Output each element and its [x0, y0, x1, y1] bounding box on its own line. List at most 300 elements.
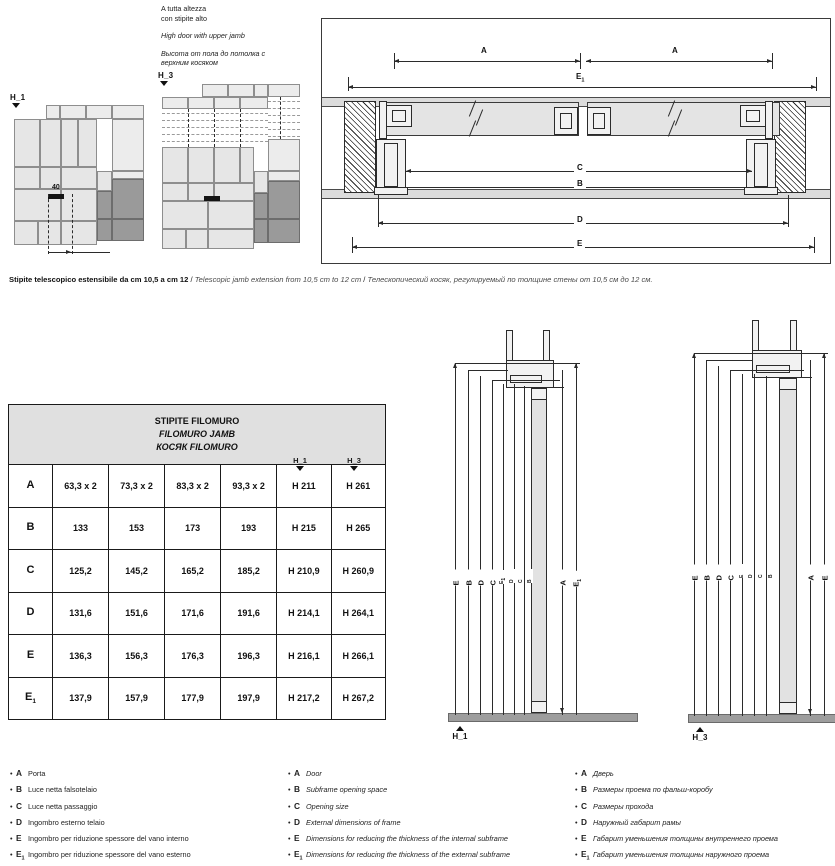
top-note-it-line2: con stipite alto: [161, 13, 207, 23]
dimension-arrow-icon: [66, 250, 71, 254]
dimension-leader: [455, 363, 580, 364]
legend-key-letter: D: [581, 816, 587, 827]
legend-item: [288, 801, 578, 817]
wall-brick: [14, 167, 40, 189]
wall-dashed-row: [162, 127, 268, 128]
vdim-label-c: C: [489, 570, 498, 586]
dimension-extension-line: [524, 386, 525, 715]
vdim-label-c: C: [727, 565, 736, 581]
top-note-italian: [161, 4, 311, 23]
wall-dashed-row: [162, 134, 268, 135]
wall-brick: [214, 97, 240, 109]
vertical-section-h1: [448, 330, 638, 740]
vertical-section-h3-footer: [688, 727, 712, 742]
dimension-extension-line: [814, 237, 815, 253]
wall-brick: [14, 221, 38, 245]
legend-bullet-icon: •: [10, 769, 13, 778]
jamb-profile-right-upper: [765, 101, 773, 139]
center-profile-left-inner: [560, 113, 572, 129]
dimension-extension-line: [706, 360, 707, 716]
door-bottom-rail: [531, 701, 547, 713]
door-leaf: [531, 388, 547, 713]
vdim-label-small-d: D: [748, 564, 754, 578]
legend-desc: Габарит уменьшения толщины внутреннего проема: [593, 834, 778, 843]
wall-dashed-row: [268, 136, 300, 137]
dimension-extension-line: [503, 384, 504, 715]
legend-key: [16, 801, 28, 817]
wall-brick: [254, 84, 268, 97]
wall-dashed-row: [162, 113, 268, 114]
legend-bullet-icon: •: [10, 785, 13, 795]
table-cell: 131,6: [53, 592, 109, 635]
vdim-label-a: A: [807, 565, 816, 581]
floor-slab: [448, 713, 638, 722]
table-cell: 93,3 x 2: [221, 465, 277, 508]
floor-slab: [688, 714, 835, 723]
dimension-arrow-icon: [822, 353, 826, 358]
legend-russian: [575, 768, 835, 866]
wall-brick: [214, 147, 240, 183]
legend-key-letter: E: [16, 849, 22, 860]
dimension-leader: [506, 387, 564, 388]
legend-english: [288, 768, 578, 866]
row-key-letter: D: [26, 606, 35, 619]
legend-bullet-icon: •: [288, 769, 291, 778]
legend-item: [575, 817, 835, 833]
h3-marker-label: H_3: [158, 71, 174, 80]
ceiling-stub-left: [506, 330, 513, 362]
dimension-extension-line: [580, 53, 581, 69]
table-row: [9, 465, 386, 508]
legend-key: [581, 768, 593, 784]
legend-key-letter: E: [294, 833, 300, 843]
dimension-extension-line: [718, 366, 719, 716]
caption-sep-1: /: [188, 275, 195, 284]
legend-bullet-icon: •: [575, 801, 578, 811]
legend-desc: External dimensions of frame: [306, 817, 401, 827]
caption-english: Telescopic jamb extension from 10,5 cm to 12 cm: [194, 275, 362, 284]
wall-brick: [188, 97, 214, 109]
table-col-marker-h3: [337, 456, 371, 471]
legend-key-sub: 1: [299, 855, 303, 862]
table-cell: H 264,1: [331, 592, 385, 635]
legend-item: [288, 833, 578, 849]
legend-item: [288, 768, 578, 784]
row-key: [9, 465, 53, 508]
row-key: [9, 592, 53, 635]
legend-item: [288, 784, 578, 800]
dimension-arrow-icon: [574, 363, 578, 368]
table-cell: H 266,1: [331, 635, 385, 678]
vdim-label-b: B: [703, 565, 712, 581]
dimension-extension-line: [810, 360, 811, 716]
legend-bullet-icon: •: [10, 850, 13, 860]
legend-key: [581, 849, 593, 865]
table-col-marker-h1-arrow-icon: [296, 466, 304, 471]
legend-item: [10, 768, 290, 784]
vdim-label-e1-text: E: [571, 581, 581, 587]
top-notes: [161, 4, 311, 68]
wall-hatch-left: [344, 101, 376, 193]
legend-desc: Размеры прохода: [593, 801, 654, 811]
caption-sep-2: /: [361, 275, 368, 284]
head-track-profile: [510, 375, 542, 383]
dimension-40-label: 40: [52, 184, 60, 191]
legend-key: [294, 801, 306, 817]
table-cell: H 214,1: [277, 592, 331, 635]
wall-brick: [214, 183, 254, 201]
row-key: [9, 507, 53, 550]
vdim-label-small-d: D: [509, 569, 515, 583]
dimension-leader: [752, 377, 812, 378]
table-cell: 196,3: [221, 635, 277, 678]
table-cell: 177,9: [165, 677, 221, 720]
table-cell: 157,9: [109, 677, 165, 720]
legend-desc: Subframe opening space: [306, 785, 388, 795]
dimension-extension-line: [394, 53, 395, 69]
door-top-rail: [531, 388, 547, 400]
top-note-ru-line2: верхним косяком: [161, 58, 218, 68]
legend-bullet-icon: •: [575, 769, 578, 778]
row-key-letter: B: [26, 521, 35, 534]
dimension-extension-line: [754, 374, 755, 716]
ceiling-stub-left: [752, 320, 759, 352]
door-top-rail: [779, 378, 797, 390]
table-cell: 185,2: [221, 550, 277, 593]
jamb-profile-left-inner: [392, 110, 406, 122]
wall-dash-vline: [280, 97, 281, 139]
caption-italian: Stipite telescopico estensibile da cm 10,5 a cm 12: [9, 275, 189, 284]
wall-brick: [162, 147, 188, 183]
legend-key: [16, 817, 28, 833]
table-cell: 137,9: [53, 677, 109, 720]
table-cell: H 260,9: [331, 550, 385, 593]
wall-brick: [188, 147, 214, 183]
row-key-letter: A: [26, 478, 35, 491]
legend-key-letter: A: [581, 768, 587, 778]
dimension-leader: [492, 380, 560, 381]
legend-desc: Door: [306, 769, 322, 778]
dimension-leader: [730, 370, 804, 371]
vdim-label-small-e-sub: 1: [501, 577, 507, 581]
table-cell: 133: [53, 507, 109, 550]
legend-key: [581, 801, 593, 817]
wall-brick: [208, 201, 254, 229]
dimension-arrow-icon: [808, 709, 812, 714]
legend-key: [16, 849, 28, 865]
legend-key-letter: E: [16, 833, 22, 843]
legend-desc: Luce netta passaggio: [28, 801, 98, 811]
dimension-arrow-icon: [560, 708, 564, 713]
wall-brick: [61, 189, 97, 221]
dimension-leader: [694, 353, 828, 354]
table-cell: 191,6: [221, 592, 277, 635]
legend-item: [575, 801, 835, 817]
dimension-arrow-icon: [586, 59, 591, 63]
h1-marker-label: H_1: [10, 93, 26, 102]
jamb-profile-right-inner: [746, 110, 760, 122]
vdim-label-b: B: [465, 570, 474, 586]
legend-item: [10, 833, 290, 849]
legend-key: [294, 849, 306, 865]
row-key-sub: 1: [32, 698, 36, 706]
legend-bullet-icon: •: [288, 834, 291, 843]
wall-brick: [208, 229, 254, 249]
table-cell: 165,2: [165, 550, 221, 593]
legend-desc: Dimensions for reducing the thickness of the internal subframe: [306, 834, 508, 843]
wall-brick: [228, 84, 254, 97]
table-cell: 173: [165, 507, 221, 550]
dimension-extension-line: [742, 374, 743, 716]
legend-key: [16, 833, 28, 849]
legend-item: [10, 784, 290, 800]
vdim-label-small-c: C: [518, 569, 524, 583]
table-cell: 151,6: [109, 592, 165, 635]
dimension-extension-line: [766, 376, 767, 716]
legend-key-letter: C: [294, 800, 300, 811]
wall-dashed-row: [268, 108, 300, 109]
legend-item: [10, 849, 290, 865]
legend-desc: Наружный габарит рамы: [593, 817, 681, 827]
legend-desc: Porta: [28, 769, 46, 778]
dimension-extension-line: [348, 77, 349, 91]
h3-footer-arrow-icon: [696, 727, 704, 732]
vdim-label-e: E: [452, 570, 461, 586]
legend-desc: Габарит уменьшения толщины наружного проема: [593, 850, 770, 860]
table-cell: 193: [221, 507, 277, 550]
legend-item: [575, 833, 835, 849]
spec-table-title-en: FILOMURO JAMB: [159, 429, 235, 439]
vdim-label-d: D: [477, 570, 486, 586]
wall-brick: [86, 105, 112, 119]
wall-brick: [162, 229, 186, 249]
table-cell: H 265: [331, 507, 385, 550]
ceiling-stub-right: [790, 320, 797, 352]
wall-brick-dark: [254, 219, 268, 243]
vdim-label-small-e: E: [739, 564, 745, 578]
vdim-label-e1-sub: 1: [576, 578, 583, 582]
dimension-extension-line: [788, 195, 789, 227]
row-key-letter: E: [26, 648, 35, 661]
wall-dashed-row: [162, 120, 268, 121]
dimension-label-a-left: A: [478, 46, 490, 55]
top-note-english: High door with upper jamb: [161, 31, 245, 41]
table-col-marker-h1-label: H_1: [293, 456, 307, 465]
dimension-extension-line: [514, 384, 515, 715]
dimension-extension-line: [816, 77, 817, 91]
jamb-marker-block: [204, 196, 220, 201]
legend-bullet-icon: •: [288, 850, 291, 860]
wall-brick: [162, 201, 208, 229]
table-cell: H 211: [277, 465, 331, 508]
table-cell: H 217,2: [277, 677, 331, 720]
table-cell: H 261: [331, 465, 385, 508]
legend-desc: Ingombro per riduzione spessore del vano esterno: [28, 850, 191, 860]
legend-key: [294, 817, 306, 833]
table-cell: 73,3 x 2: [109, 465, 165, 508]
wall-dashed-row: [268, 101, 300, 102]
legend-desc: Luce netta falsotelaio: [28, 785, 97, 795]
dimension-label-b: B: [574, 179, 586, 188]
table-cell: 63,3 x 2: [53, 465, 109, 508]
row-key-letter: E: [25, 691, 33, 704]
vdim-label-small-c: C: [758, 564, 764, 578]
ceiling-stub-right: [543, 330, 550, 362]
wall-brick: [112, 171, 144, 179]
dimension-leader: [468, 370, 508, 371]
dimension-extension-line: [824, 353, 825, 716]
legend-key: [16, 784, 28, 800]
h3-footer-label: H_3: [692, 733, 708, 742]
dimension-label-a-right: A: [669, 46, 681, 55]
wall-brick: [60, 105, 86, 119]
spec-table-title-it: STIPITE FILOMURO: [154, 416, 240, 426]
vdim-label-small-b: B: [527, 569, 533, 583]
dimension-line-a-left: [394, 61, 580, 62]
legend-key: [294, 784, 306, 800]
legend-key-letter: C: [16, 800, 22, 811]
wall-brick: [97, 171, 112, 191]
legend-key: [581, 817, 593, 833]
caption-russian: Телескопический косяк, регулируемый по толщине стены от 10,5 см до 12 см.: [367, 275, 653, 284]
jamb-marker-block: [48, 194, 64, 199]
legend-key-letter: A: [16, 768, 22, 778]
row-key: [9, 677, 53, 720]
legend-bullet-icon: •: [575, 834, 578, 843]
wall-brick: [112, 105, 144, 119]
legend-key-sub: 1: [21, 855, 25, 862]
row-key: [9, 550, 53, 593]
dimension-arrow-icon: [406, 169, 411, 173]
legend-bullet-icon: •: [575, 850, 578, 860]
wall-brick-dark: [112, 179, 144, 219]
door-leaf: [779, 378, 797, 714]
wall-diagram-h1: [14, 105, 149, 250]
table-cell: 176,3: [165, 635, 221, 678]
legend-bullet-icon: •: [10, 801, 13, 811]
dimension-extension-line: [378, 195, 379, 227]
table-cell: 83,3 x 2: [165, 465, 221, 508]
wall-brick-dark: [97, 191, 112, 219]
wall-brick: [240, 97, 268, 109]
center-profile-right-inner: [593, 113, 605, 129]
spec-table-head: [9, 405, 386, 465]
jamb-profile-right-lower-inner: [754, 143, 768, 187]
wall-brick: [162, 97, 188, 109]
table-cell: 171,6: [165, 592, 221, 635]
dimension-extension-line: [492, 380, 493, 715]
vdim-label-small-b: B: [768, 564, 774, 578]
vdim-label-e1: [571, 571, 583, 587]
spec-table-title-cell: [9, 405, 386, 465]
legend-key-letter: E: [294, 849, 300, 860]
table-cell: 125,2: [53, 550, 109, 593]
door-panel-band-left: [384, 102, 579, 136]
dimension-label-c: C: [574, 163, 586, 172]
wall-dashed-row: [268, 122, 300, 123]
wall-brick: [14, 119, 40, 167]
dimension-bar-40: [48, 252, 110, 253]
dimension-extension-line: [455, 363, 456, 715]
legend-key: [16, 768, 28, 784]
legend-key-sub: 1: [586, 855, 590, 862]
dimension-dash-left: [48, 194, 49, 254]
h1-footer-arrow-icon: [456, 726, 464, 731]
dimension-extension-line: [730, 370, 731, 716]
jamb-profile-left-seal: [374, 187, 408, 195]
legend-desc: Размеры проема по фальш-коробу: [593, 785, 713, 795]
wall-brick: [78, 119, 97, 167]
table-cell: H 267,2: [331, 677, 385, 720]
dimension-label-d: D: [574, 215, 586, 224]
table-cell: 145,2: [109, 550, 165, 593]
wall-brick: [240, 147, 254, 183]
wall-brick: [46, 105, 60, 119]
legend-key: [581, 784, 593, 800]
jamb-profile-left-lower-inner: [384, 143, 398, 187]
dimension-line-a-right: [586, 61, 772, 62]
legend-key: [294, 833, 306, 849]
legend-bullet-icon: •: [575, 785, 578, 795]
legend-desc: Opening size: [306, 801, 349, 811]
top-note-it-line1: A tutta altezza: [161, 4, 207, 13]
h1-footer-label: H_1: [452, 732, 468, 741]
wall-brick: [254, 171, 268, 193]
wall-brick: [186, 229, 208, 249]
vertical-section-h3: [688, 320, 835, 740]
dimension-leader: [706, 360, 752, 361]
wall-brick-dark: [112, 219, 144, 241]
dimension-extension-line: [480, 376, 481, 715]
dimension-arrow-icon: [453, 363, 457, 368]
table-col-marker-h3-label: H_3: [347, 456, 361, 465]
wall-brick: [40, 119, 61, 167]
dimension-arrow-icon: [692, 353, 696, 358]
wall-dashed-row: [268, 115, 300, 116]
dimension-extension-line: [772, 53, 773, 69]
wall-brick-dark: [254, 193, 268, 219]
legend-item: [575, 849, 835, 865]
wall-dashed-row: [268, 129, 300, 130]
wall-brick: [268, 139, 300, 171]
vdim-label-e1: E: [821, 565, 830, 581]
vdim-label-d: D: [715, 565, 724, 581]
table-cell: 156,3: [109, 635, 165, 678]
legend-bullet-icon: •: [10, 834, 13, 843]
vdim-label-a: A: [559, 570, 568, 586]
wall-brick-dark: [97, 219, 112, 241]
dimension-label-e1-text: E: [576, 72, 582, 81]
table-row: [9, 592, 386, 635]
table-row: [9, 635, 386, 678]
legend-key: [581, 833, 593, 849]
table-row: [9, 677, 386, 720]
head-track-profile: [756, 365, 790, 373]
legend-item: [575, 784, 835, 800]
legend-bullet-icon: •: [288, 817, 291, 827]
spec-table: [8, 404, 386, 720]
legend-desc: Dimensions for reducing the thickness of the external subframe: [306, 850, 511, 860]
vertical-section-h1-footer: [448, 726, 472, 741]
legend-item: [10, 817, 290, 833]
wall-dash-vline: [214, 109, 215, 147]
spec-table-body: [9, 465, 386, 720]
table-col-marker-h1: [283, 456, 317, 471]
legend-key-letter: D: [294, 816, 300, 827]
table-cell: 153: [109, 507, 165, 550]
wall-brick: [268, 84, 300, 97]
dimension-line-e1: [348, 87, 816, 88]
